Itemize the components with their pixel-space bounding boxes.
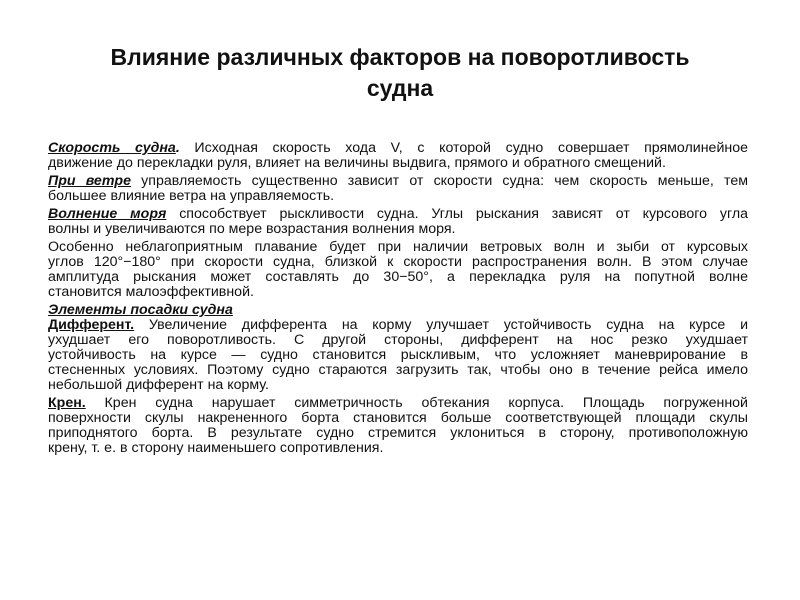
title-line-2: судна [366,75,434,101]
paragraph-line: движение до перекладки руля, влияет на величины выдвига, прямого и обратного смещений. [48,155,666,171]
paragraph-text: способствует рыскливости судна. Углы рыскания зависят от курсового угла [166,206,748,222]
paragraph-line [48,318,748,333]
term-landing-elements: Элементы посадки судна [48,302,233,318]
term-waves: Волнение моря [48,206,167,222]
paragraph-waves [48,207,748,237]
paragraph-unfavorable [48,240,748,300]
paragraph-text: Исходная скорость хода V, с которой судно совершает прямолинейное [179,140,748,156]
paragraph-line: небольшой дифферент на корму. [48,377,269,393]
paragraph-line [48,303,748,318]
paragraph-landing-heading [48,303,748,318]
paragraph-trim [48,318,748,393]
paragraph-line [48,174,748,189]
term-speed-suffix: . [175,140,180,156]
paragraph-line: волны и увеличиваются по мере возрастания волнения моря. [48,221,456,237]
paragraph-text: Увеличение дифферента на корму улучшает устойчивость судна на курсе и [134,317,748,333]
paragraph-line: большее влияние ветра на управляемость. [48,188,335,204]
paragraph-line: углов 120°−180° при скорости судна, близкой к скорости распространения волн. В этом случае [48,254,748,270]
paragraph-line: крену, т. е. в сторону наименьшего сопротивления. [48,440,384,456]
slide-body [48,141,748,459]
paragraph-line: поверхности скулы накрененного борта становится больше соответствующей площади скулы [48,410,748,426]
slide-title [40,42,760,104]
paragraph-line [48,396,748,411]
paragraph-wind [48,174,748,204]
term-trim: Дифферент. [48,317,135,333]
paragraph-line: амплитуда рыскания может составлять до 30−50°, а перекладка руля на попутной волне [48,269,748,285]
paragraph-line [48,207,748,222]
paragraph-line: ухудшает его поворотливость. С другой стороны, дифферент на нос резко ухудшает [48,332,748,348]
term-speed: Скорость судна [48,140,176,156]
paragraph-text: Крен судна нарушает симметричность обтекания корпуса. Площадь погруженной [85,395,748,411]
paragraph-line: стесненных условиях. Поэтому судно стараются загрузить так, чтобы оно в течение рейса имело [48,362,748,378]
paragraph-line: приподнятого борта. В результате судно стремится уклониться в сторону, противоположную [48,425,748,441]
paragraph-speed [48,141,748,171]
title-line-1: Влияние различных факторов на поворотливость [110,44,690,70]
paragraph-text: управляемость существенно зависит от скорости судна: чем скорость меньше, тем [131,173,748,189]
paragraph-line: устойчивость на курсе — судно становится рыскливым, что усложняет маневрирование в [48,347,748,363]
term-wind: При ветре [48,173,131,189]
term-heel: Крен. [48,395,86,411]
paragraph-line: Особенно неблагоприятным плавание будет при наличии ветровых волн и зыби от курсовых [48,239,748,255]
paragraph-line: становится малоэффективной. [48,284,254,300]
paragraph-line [48,141,748,156]
paragraph-heel [48,396,748,456]
